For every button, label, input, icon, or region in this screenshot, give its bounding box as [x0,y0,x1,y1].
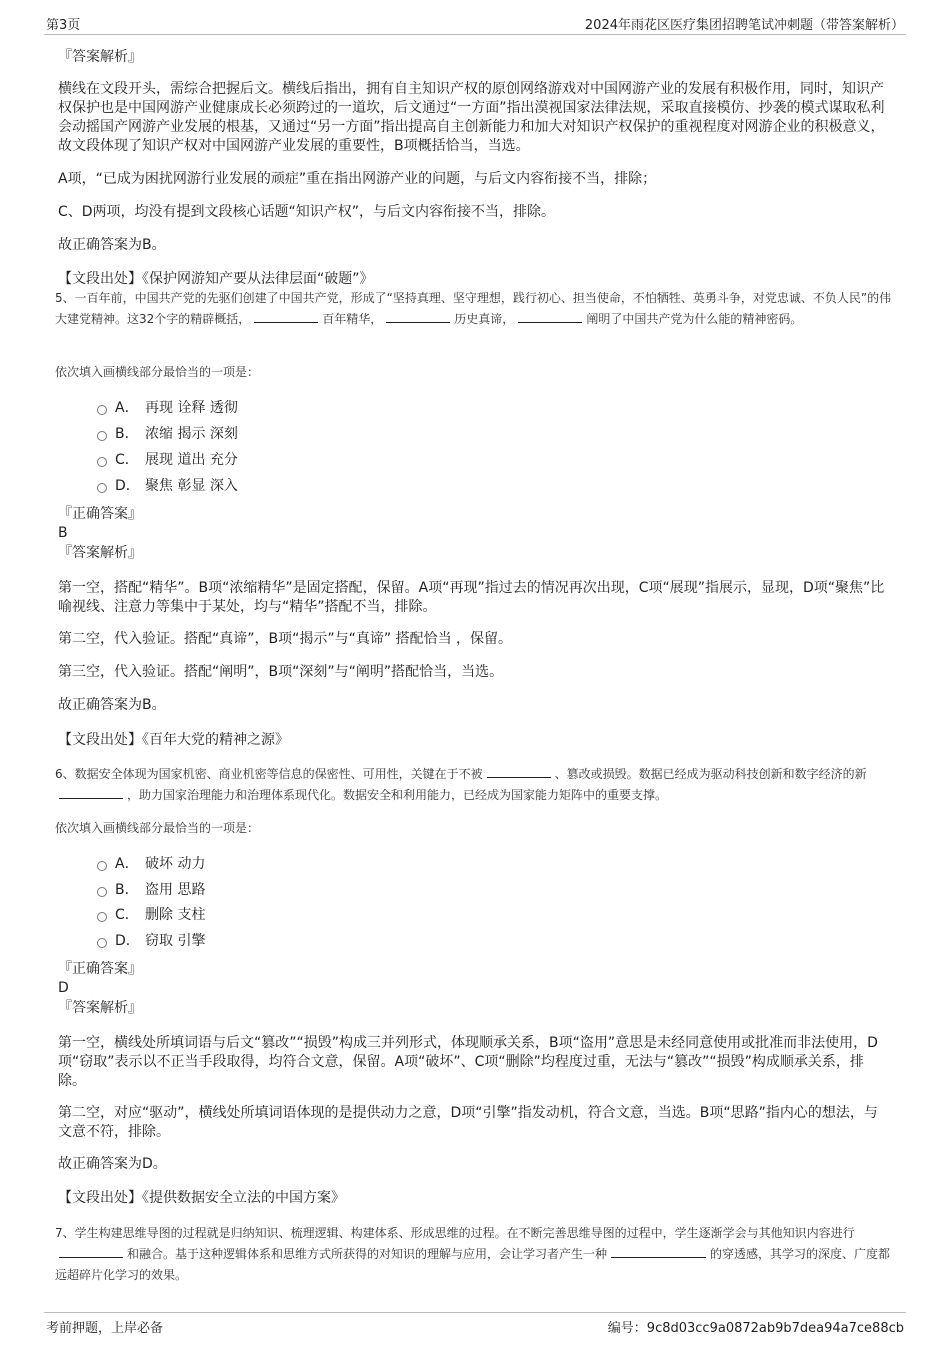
document-title: 2024年雨花区医疗集团招聘笔试冲刺题（带答案解析） [584,18,904,33]
analysis-paragraph: C、D两项，均没有提到文段核心话题“知识产权”，与后文内容衔接不当，排除。 [58,204,556,220]
radio-icon[interactable] [97,938,107,948]
question-stem: 7、学生构建思维导图的过程就是归纳知识、梳理逻辑、构建体系、形成思维的过程。在不断完善思维导图的过程中，学生逐渐学会与其他知识内容进行和融合。基于这种逻辑体系和思维方式所获得的对知识的理解与应用，会让学习者产生一种 的穿透感，其学习的深度、广度都远超碎片化学习的效果。 [55,1226,891,1282]
answer-blank [59,1245,123,1258]
option-a[interactable]: A． 再现 诠释 透彻 [97,398,238,418]
answer-blank [254,310,318,323]
analysis-label: 『答案解析』 [58,49,142,65]
source-citation: 【文段出处】《提供数据安全立法的中国方案》 [58,1190,345,1206]
answer-blank [59,786,123,799]
analysis-paragraph: 横线在文段开头，需综合把握后文。横线后指出，拥有自主知识产权的原创网络游戏对中国网游产业的发展有积极作用，同时，知识产权保护也是中国网游产业健康成长必须跨过的一道坎，后文通过“一方面”指出漠视国家法律法规，采取直接模仿、抄袭的模式谋取私利会动摇国产网游产业发展的根基，又通过“另一方面”指出提高自主创新能力和加大对知识产权保护的重视程度对网游企业的积极意义，故文段体现了知识产权对中国网游产业发展的重要性，B项概括恰当，当选。 [58,81,885,154]
analysis-paragraph: 第二空，对应“驱动”，横线处所填词语体现的是提供动力之意，D项“引擎”指发动机，符合文意，当选。B项“思路”指内心的想法，与文意不符，排除。 [58,1105,878,1140]
question-instruction: 依次填入画横线部分最恰当的一项是： [55,821,260,835]
answer-blank [611,1245,706,1258]
correct-answer: D [58,980,69,996]
answer-statement: 故正确答案为B。 [58,237,166,253]
page-number: 第3页 [46,18,81,33]
answer-statement: 故正确答案为B。 [58,697,166,713]
question-instruction: 依次填入画横线部分最恰当的一项是： [55,365,260,379]
option-a[interactable]: A． 破坏 动力 [97,854,205,874]
radio-icon[interactable] [97,912,107,922]
correct-answer-label: 『正确答案』 [58,961,142,977]
answer-blank [386,310,450,323]
page-footer [44,1312,906,1337]
radio-icon[interactable] [97,483,107,493]
correct-answer-label: 『正确答案』 [58,506,142,522]
footer-slogan: 考前押题，上岸必备 [46,1321,164,1336]
analysis-paragraph: 第一空，横线处所填词语与后文“篡改”“损毁”构成三并列形式，体现顺承关系，B项“盗用”意思是未经同意使用或批准而非法使用，D项“窃取”表示以不正当手段取得，均符合文意，保留。A项“破坏”、C项“删除”均程度过重，无法与“篡改”“损毁”构成顺承关系，排除。 [58,1035,878,1089]
source-citation: 【文段出处】《百年大党的精神之源》 [58,732,289,748]
question-stem: 6、数据安全体现为国家机密、商业机密等信息的保密性、可用性，关键在于不被 、篡改或损毁。数据已经成为驱动科技创新和数字经济的新，助力国家治理能力和治理体系现代化。数据安全和利用能力，已经成为国家能力矩阵中的重要支撑。 [55,767,867,802]
option-d[interactable]: D． 窃取 引擎 [97,931,205,951]
question-stem: 5、一百年前，中国共产党的先驱们创建了中国共产党，形成了“坚持真理、坚守理想，践行初心、担当使命，不怕牺牲、英勇斗争，对党忠诚、不负人民”的伟大建党精神。这32个字的精辟概括， 百年精华， 历史真谛， 阐明了中国共产党为什么能的精神密码。 [55,291,892,326]
option-b[interactable]: B． 盗用 思路 [97,880,205,900]
option-d[interactable]: D． 聚焦 彰显 深入 [97,476,238,496]
analysis-paragraph: 第三空，代入验证。搭配“阐明”，B项“深刻”与“阐明”搭配恰当，当选。 [58,664,504,680]
analysis-paragraph: 第二空，代入验证。搭配“真谛”，B项“揭示”与“真谛” 搭配恰当 ，保留。 [58,631,513,647]
radio-icon[interactable] [97,431,107,441]
analysis-paragraph: A项，“已成为困扰网游行业发展的顽症”重在指出网游产业的问题，与后文内容衔接不当，排除； [58,171,657,187]
document-code: 编号：9c8d03cc9a0872ab9b7dea94a7ce88cb [607,1321,904,1336]
radio-icon[interactable] [97,887,107,897]
radio-icon[interactable] [97,457,107,467]
answer-statement: 故正确答案为D。 [58,1156,167,1172]
option-b[interactable]: B． 浓缩 揭示 深刻 [97,424,238,444]
page-header [44,12,906,35]
analysis-label: 『答案解析』 [58,1000,142,1016]
analysis-paragraph: 第一空，搭配“精华”。B项“浓缩精华”是固定搭配，保留。A项“再现”指过去的情况再次出现，C项“展现”指展示，显现，D项“聚焦”比喻视线、注意力等集中于某处，均与“精华”搭配不当，排除。 [58,580,885,615]
answer-blank [487,765,551,778]
option-c[interactable]: C． 展现 道出 充分 [97,450,238,470]
option-c[interactable]: C． 删除 支柱 [97,905,205,925]
correct-answer: B [58,525,68,541]
radio-icon[interactable] [97,405,107,415]
analysis-label: 『答案解析』 [58,545,142,561]
radio-icon[interactable] [97,861,107,871]
source-citation: 【文段出处】《保护网游知产要从法律层面“破题”》 [58,271,374,287]
answer-blank [518,310,582,323]
